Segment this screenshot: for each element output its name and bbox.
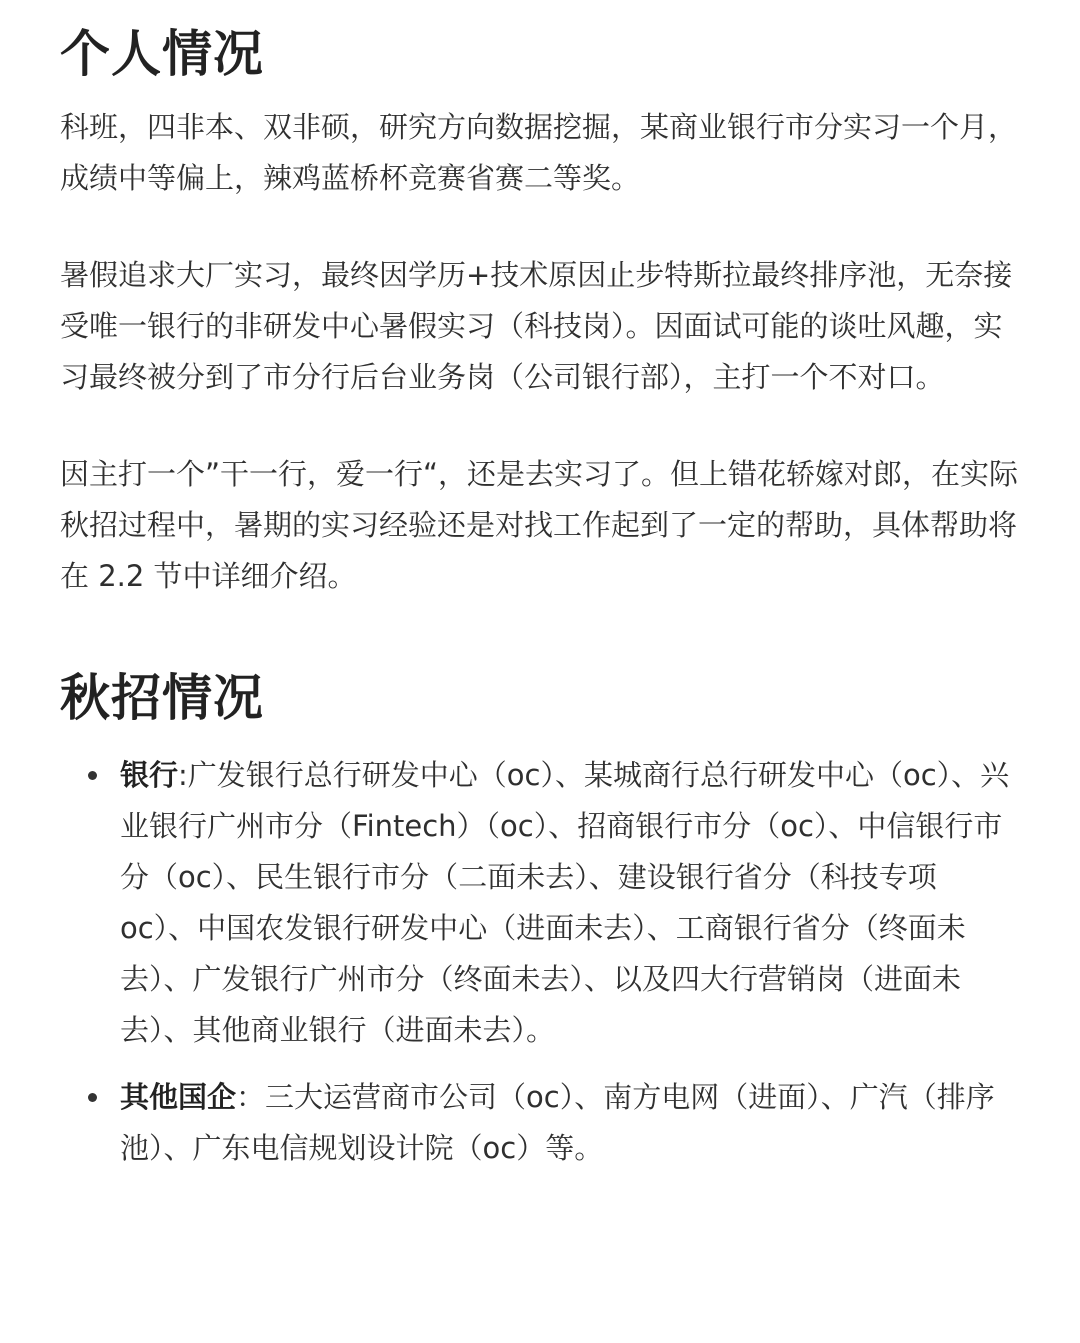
list-item-text: 广发银行总行研发中心（oc）、某城商行总行研发中心（oc）、兴业银行广州市分（Fintech）（oc）、招商银行市分（oc）、中信银行市分（oc）、民生银行市分（二面未去）、建设银行省分（科技专项 oc）、中国农发银行研发中心（进面未去）、工商银行省分（终面未去）、广发银行广州市分（终面未去）、以及四大行营销岗（进面未去）、其他商业银行（进面未去）。 bbox=[120, 758, 1010, 1047]
bullet-icon bbox=[88, 771, 97, 780]
list-item-text: 三大运营商市公司（oc）、南方电网（进面）、广汽（排序池）、广东电信规划设计院（oc）等。 bbox=[120, 1080, 995, 1165]
list-item-separator: : bbox=[178, 758, 188, 792]
list-item-label: 其他国企 bbox=[120, 1080, 237, 1114]
paragraph-summer-internship: 暑假追求大厂实习，最终因学历+技术原因止步特斯拉最终排序池，无奈接受唯一银行的非研发中心暑假实习（科技岗）。因面试可能的谈吐风趣，实习最终被分到了市分行后台业务岗（公司银行部），主打一个不对口。 bbox=[60, 258, 1013, 394]
list-item-other-soe bbox=[120, 1072, 1024, 1174]
section-title-personal: 个人情况 bbox=[60, 25, 264, 83]
offer-list bbox=[60, 750, 1024, 1174]
list-item-banks bbox=[120, 750, 1024, 1056]
list-item-separator: ： bbox=[236, 1080, 266, 1114]
bullet-icon bbox=[88, 1093, 97, 1102]
paragraph-background: 科班，四非本、双非硕，研究方向数据挖掘，某商业银行市分实习一个月，成绩中等偏上，辣鸡蓝桥杯竞赛省赛二等奖。 bbox=[60, 110, 1018, 195]
section-title-autumn-recruitment: 秋招情况 bbox=[60, 669, 264, 727]
list-item-label: 银行 bbox=[120, 758, 179, 792]
paragraph-internship-outcome: 因主打一个”干一行，爱一行“，还是去实习了。但上错花轿嫁对郎，在实际秋招过程中，暑期的实习经验还是对找工作起到了一定的帮助，具体帮助将在 2.2 节中详细介绍。 bbox=[60, 457, 1019, 593]
